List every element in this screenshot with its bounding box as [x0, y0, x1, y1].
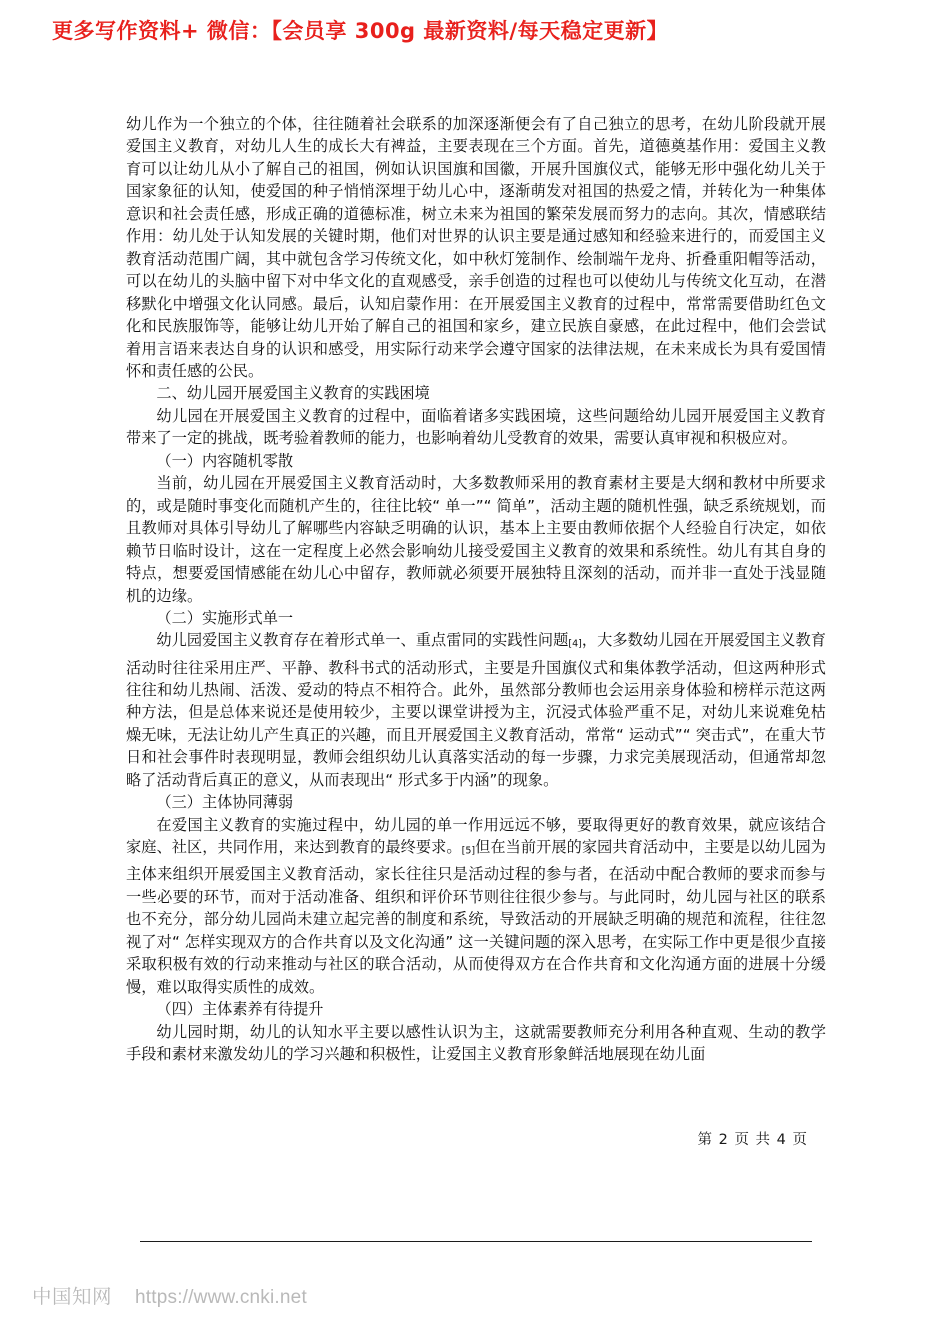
body-paragraph: 当前，幼儿园在开展爱国主义教育活动时，大多数教师采用的教育素材主要是大纲和教材中所要求的，或是随时事变化而随机产生的，往往比较“ 单一”“ 简单”，活动主题的随机性强，缺乏系统规划，而且教师对具体引导幼儿了解哪些内容缺乏明确的认识，基本上主要由教师依据个人经验自行决定，如依赖节日临时设计，这在一定程度上必然会影响幼儿接受爱国主义教育的效果和系统性。幼儿有其自身的特点，想要爱国情感能在幼儿心中留存，教师就必须要开展独特且深刻的活动，而并非一直处于浅显随机的边缘。 — [126, 474, 826, 605]
citation-marker: [4] — [568, 639, 582, 651]
body-paragraph — [126, 814, 826, 998]
section-heading: 二、幼儿园开展爱国主义教育的实践困境 — [156, 384, 430, 403]
paragraph-text-after-citation: ，大多数幼儿园在开展爱国主义教育活动时往往采用庄严、平静、教科书式的活动形式，主要是升国旗仪式和集体教学活动，但这两种形式往往和幼儿热闹、活泼、爱动的特点不相符合。此外，虽然部分教师也会运用亲身体验和榜样示范这两种方法，但是总体来说还是使用较少，主要以课堂讲授为主，沉浸式体验严重不足，对幼儿来说难免枯燥无味，无法让幼儿产生真正的兴趣，而且开展爱国主义教育活动，常常“ 运动式”“ 突击式”，在重大节日和社会事件时表现明显，教师会组织幼儿认真落实活动的每一步骤，力求完美展现活动，但通常却忽略了活动背后真正的意义，从而表现出“ 形式多于内涵”的现象。 — [126, 631, 826, 789]
body-paragraph: 幼儿园时期，幼儿的认知水平主要以感性认识为主，这就需要教师充分利用各种直观、生动的教学手段和素材来激发幼儿的学习兴趣和积极性，让爱国主义教育形象鲜活地展现在幼儿面 — [126, 1022, 826, 1063]
body-paragraph: 幼儿园在开展爱国主义教育的过程中，面临着诸多实践困境，这些问题给幼儿园开展爱国主义教育带来了一定的挑战，既考验着教师的能力，也影响着幼儿受教育的效果，需要认真审视和积极应对。 — [126, 406, 826, 448]
cnki-watermark — [32, 1281, 307, 1309]
footer-divider — [140, 1241, 812, 1242]
section-heading: （四）主体素养有待提升 — [156, 1000, 324, 1019]
page-number: 第 2 页 共 4 页 — [697, 1132, 808, 1148]
section-heading: （一）内容随机零散 — [156, 451, 294, 470]
section-heading: （二）实施形式单一 — [156, 608, 294, 627]
watermark-brand-label: 中国知网 — [32, 1285, 113, 1308]
watermark-url-label: https://www.cnki.net — [135, 1287, 307, 1308]
document-body — [126, 113, 826, 1065]
body-paragraph: 幼儿作为一个独立的个体，往往随着社会联系的加深逐渐便会有了自己独立的思考，在幼儿阶段就开展爱国主义教育，对幼儿人生的成长大有裨益，主要表现在三个方面。首先，道德奠基作用：爱国主义教育可以让幼儿从小了解自己的祖国，例如认识国旗和国徽，开展升国旗仪式，能够无形中强化幼儿关于国家象征的认知，使爱国的种子悄悄深埋于幼儿心中，逐渐萌发对祖国的热爱之情，并转化为一种集体意识和社会责任感，形成正确的道德标准，树立未来为祖国的繁荣发展而努力的志向。其次，情感联结作用：幼儿处于认知发展的关键时期，他们对世界的认识主要是通过感知和经验来进行的，而爱国主义教育活动范围广阔，其中就包含学习传统文化，如中秋灯笼制作、绘制端午龙舟、折叠重阳帽等活动，可以在幼儿的头脑中留下对中华文化的直观感受，亲手创造的过程也可以使幼儿与传统文化互动，在潜移默化中增强文化认同感。最后，认知启蒙作用：在开展爱国主义教育的过程中，常常需要借助红色文化和民族服饰等，能够让幼儿开始了解自己的祖国和家乡，建立民族自豪感，在此过程中，他们会尝试着用言语来表达自身的认识和感受，用实际行动来学会遵守国家的法律法规，在未来成长为具有爱国情怀和责任感的公民。 — [126, 115, 826, 380]
paragraph-text-before-citation: 在爱国主义教育的实施过程中，幼儿园的单一作用远远不够，要取得更好的教育效果，就应该结合家庭、社区，共同作用，来达到教育的最终要求。 — [126, 815, 826, 857]
citation-marker: [5] — [461, 845, 476, 857]
section-heading: （三）主体协同薄弱 — [156, 793, 294, 812]
paragraph-text-before-citation: 幼儿园爱国主义教育存在着形式单一、重点雷同的实践性问题 — [156, 631, 569, 650]
body-paragraph — [126, 629, 826, 791]
promo-banner-text: 更多写作资料+ 微信：【会员享 300g 最新资料/每天稳定更新】 — [52, 19, 669, 43]
paragraph-text-after-citation: 但在当前开展的家园共育活动中，主要是以幼儿园为主体来组织开展爱国主义教育活动，家长往往只是活动过程的参与者，在活动中配合教师的要求而参与一些必要的环节，而对于活动准备、组织和评价环节则往往很少参与。与此同时，幼儿园与社区的联系也不充分，部分幼儿园尚未建立起完善的制度和系统，导致活动的开展缺乏明确的规范和流程，往往忽视了对“ 怎样实现双方的合作共育以及文化沟通” 这一关键问题的深入思考，在实际工作中更是很少直接采取积极有效的行动来推动与社区的联合活动，从而使得双方在合作共育和文化沟通方面的进展十分缓慢，难以取得实质性的成效。 — [126, 838, 826, 996]
